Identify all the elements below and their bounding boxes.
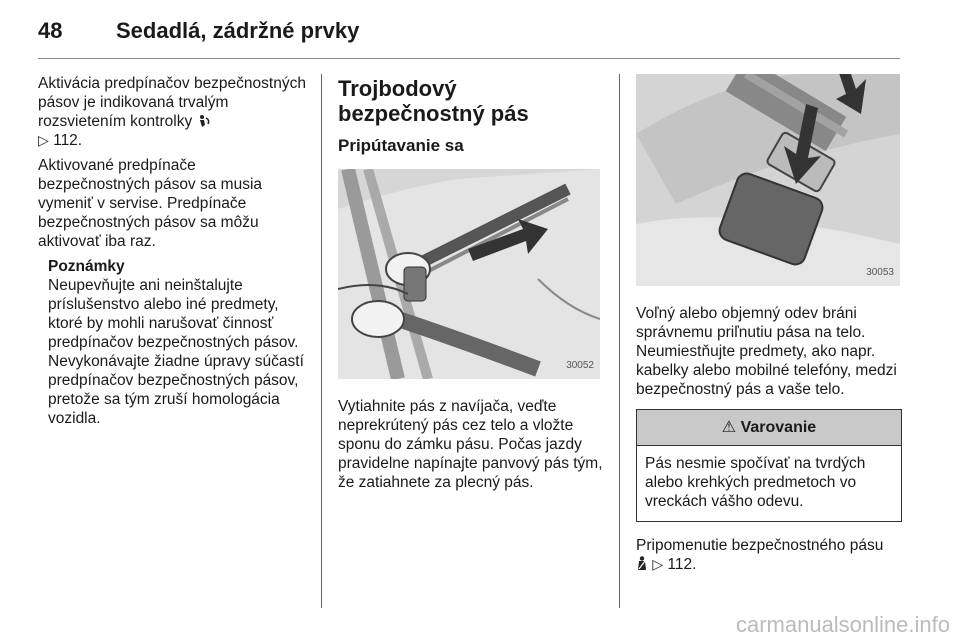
triangle-ref-icon: ▷ [38, 132, 49, 148]
page-number: 48 [38, 18, 63, 43]
paragraph: Pripomenutie bezpečnostného pásu ▷ 112. [636, 537, 884, 573]
column-divider [321, 74, 322, 608]
right-column [636, 74, 902, 580]
header-divider [38, 58, 900, 59]
note-text: Neupevňujte ani neinštalujte príslušenstvo alebo iné predmety, ktoré by mohli narušovať činnosť predpínačov bezpečnostných pásov. Nevykonávajte žiadne úpravy súčastí predpínačov bezpečnostných pásov, pretože sa tým zruší homologácia vozidla. [48, 277, 304, 427]
page-reference[interactable]: 112. [667, 556, 697, 573]
middle-column [338, 74, 604, 498]
paragraph: Aktivácia predpínačov bezpečnostných pásov je indikovaná trvalým rozsvietením kontrolky ▷ 112. [38, 75, 306, 149]
paragraph: Voľný alebo objemný odev bráni správnemu priľnutiu pása na telo. Neumiestňujte predmety, ako napr. kabelky alebo mobilné telefóny, medzi bezpečnostný pás a vaše telo. [636, 305, 897, 398]
page-reference[interactable]: 112. [53, 132, 83, 149]
subsection-heading: Pripútavanie sa [338, 136, 464, 155]
warning-header [637, 410, 901, 446]
column-divider [619, 74, 620, 608]
section-heading: Trojbodový bezpečnostný pás [338, 76, 529, 126]
watermark: carmanualsonline.info [735, 612, 950, 637]
airbag-light-icon [197, 114, 211, 128]
warning-title: Varovanie [740, 419, 817, 436]
paragraph: Aktivované predpínače bezpečnostných pásov sa musia vymeniť v servise. Predpínače bezpečnostných pásov sa môžu aktivovať iba raz. [38, 157, 263, 250]
left-column [38, 74, 306, 428]
page-header [38, 18, 900, 58]
paragraph: Vytiahnite pás z navíjača, veďte neprekrútený pás cez telo a vložte sponu do zámku pásu. Počas jazdy pravidelne napínajte panvový pás tým, že zatiahnete za plecný pás. [338, 398, 603, 491]
buckle-illustration [636, 74, 900, 286]
warning-text: Pás nesmie spočívať na tvrdých alebo krehkých predmetoch vo vreckách vášho odevu. [645, 455, 866, 510]
triangle-ref-icon: ▷ [652, 556, 664, 572]
note-title: Poznámky [48, 258, 125, 275]
seatbelt-person-icon [636, 556, 648, 571]
figure-code: 30053 [866, 267, 894, 278]
warning-triangle-icon: ⚠ [721, 419, 737, 436]
warning-box [636, 409, 902, 522]
note-block [48, 257, 306, 428]
buckling-drawing [338, 169, 600, 379]
chapter-title: Sedadlá, zádržné prvky [116, 18, 360, 43]
figure-code: 30052 [566, 360, 594, 371]
buckle-drawing [636, 74, 900, 286]
buckling-illustration [338, 169, 600, 379]
